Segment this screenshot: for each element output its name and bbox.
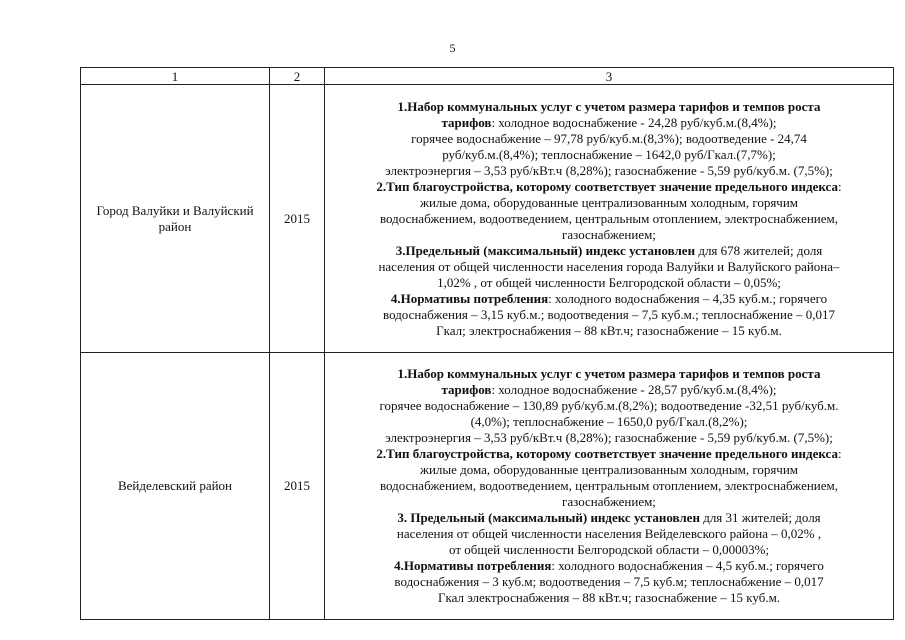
header-col-2: 2 — [270, 68, 325, 85]
detail-line — [329, 366, 889, 382]
detail-line — [329, 275, 889, 291]
detail-line — [329, 542, 889, 558]
detail-heading: 1.Набор коммунальных услуг с учетом размера тарифов и темпов роста — [397, 366, 821, 381]
detail-heading: 2.Тип благоустройства, которому соответствует значение предельного индекса — [376, 178, 838, 194]
detail-text: населения от общей численности населения города Валуйки и Валуйского района– — [378, 258, 840, 274]
detail-line — [329, 227, 889, 243]
detail-line — [329, 446, 889, 462]
detail-line — [329, 259, 889, 275]
year-cell: 2015 — [270, 353, 325, 620]
detail-heading: 3.Предельный (максимальный) индекс установлен — [395, 242, 696, 258]
region-cell: Вейделевский район — [81, 353, 270, 620]
details-cell — [325, 85, 894, 353]
detail-heading: тарифов — [441, 382, 492, 397]
header-col-3: 3 — [325, 68, 894, 85]
detail-heading: тарифов — [441, 114, 492, 130]
detail-text: 1,02% , от общей численности Белгородской области – 0,05%; — [437, 274, 781, 290]
detail-text: : — [837, 178, 842, 194]
detail-line — [329, 147, 889, 163]
detail-line — [329, 478, 889, 494]
detail-text: : холодного водоснабжения – 4,5 куб.м.; горячего — [551, 558, 824, 573]
detail-text: Гкал электроснабжения – 88 кВт.ч; газоснабжение – 15 куб.м. — [437, 590, 781, 605]
detail-text: для 31 жителей; доля — [699, 510, 821, 525]
detail-text: (4,0%); теплоснабжение – 1650,0 руб/Гкал.(8,2%); — [470, 414, 748, 429]
detail-line — [329, 398, 889, 414]
detail-heading: 1.Набор коммунальных услуг с учетом размера тарифов и темпов роста — [397, 98, 821, 114]
detail-heading: 4.Нормативы потребления — [394, 558, 552, 573]
detail-line — [329, 558, 889, 574]
detail-text: населения от общей численности населения Вейделевского района – 0,02% , — [396, 526, 822, 541]
detail-line — [329, 195, 889, 211]
detail-line — [329, 462, 889, 478]
detail-line — [329, 574, 889, 590]
detail-text: от общей численности Белгородской области – 0,00003%; — [448, 542, 770, 557]
detail-line — [329, 590, 889, 606]
detail-line — [329, 510, 889, 526]
detail-text: горячее водоснабжение – 97,78 руб/куб.м.(8,3%); водоотведение - 24,74 — [411, 130, 807, 146]
detail-text: электроэнергия – 3,53 руб/кВт.ч (8,28%); газоснабжение - 5,59 руб/куб.м. (7,5%); — [385, 430, 833, 445]
detail-text: : холодное водоснабжение - 24,28 руб/куб.м.(8,4%); — [491, 114, 777, 130]
year-cell: 2015 — [270, 85, 325, 353]
detail-line — [329, 115, 889, 131]
detail-line — [329, 430, 889, 446]
detail-text: водоснабжения – 3 куб.м; водоотведения – 7,5 куб.м; теплоснабжение – 0,017 — [394, 574, 824, 589]
detail-line — [329, 323, 889, 339]
detail-line — [329, 163, 889, 179]
detail-text: для 678 жителей; доля — [695, 242, 823, 258]
tariff-table — [80, 67, 894, 620]
detail-line — [329, 131, 889, 147]
detail-text: электроэнергия – 3,53 руб/кВт.ч (8,28%); газоснабжение - 5,59 руб/куб.м. (7,5%); — [385, 162, 833, 178]
detail-heading: 3. Предельный (максимальный) индекс установлен — [397, 510, 700, 525]
detail-heading: 2.Тип благоустройства, которому соответствует значение предельного индекса — [376, 446, 838, 461]
detail-text: : холодное водоснабжение - 28,57 руб/куб.м.(8,4%); — [491, 382, 777, 397]
details-cell — [325, 353, 894, 620]
header-col-1: 1 — [81, 68, 270, 85]
table-row — [81, 85, 894, 353]
detail-heading: 4.Нормативы потребления — [390, 290, 549, 306]
detail-line — [329, 307, 889, 323]
detail-line — [329, 99, 889, 115]
detail-text: жилые дома, оборудованные централизованным холодным, горячим — [419, 462, 799, 477]
detail-text: жилые дома, оборудованные централизованным холодным, горячим — [419, 194, 799, 210]
detail-text: водоснабжения – 3,15 куб.м.; водоотведения – 7,5 куб.м.; теплоснабжение – 0,017 — [383, 306, 835, 322]
detail-text: : — [837, 446, 842, 461]
detail-line — [329, 211, 889, 227]
table-header-row — [81, 68, 894, 85]
detail-text: горячее водоснабжение – 130,89 руб/куб.м.(8,2%); водоотведение -32,51 руб/куб.м. — [379, 398, 839, 413]
detail-text: газоснабжением; — [562, 494, 656, 509]
detail-line — [329, 494, 889, 510]
table-row — [81, 353, 894, 620]
page-number: 5 — [449, 41, 456, 55]
detail-line — [329, 243, 889, 259]
region-cell: Город Валуйки и Валуйский район — [81, 85, 270, 353]
detail-line — [329, 382, 889, 398]
detail-text: газоснабжением; — [562, 226, 656, 242]
detail-text: руб/куб.м.(8,4%); теплоснабжение – 1642,0 руб/Гкал.(7,7%); — [442, 146, 776, 162]
detail-text: водоснабжением, водоотведением, центральным отоплением, электроснабжением, — [379, 478, 839, 493]
detail-text: водоснабжением, водоотведением, центральным отоплением, электроснабжением, — [379, 210, 839, 226]
detail-text: : холодного водоснабжения – 4,35 куб.м.; горячего — [548, 290, 828, 306]
detail-line — [329, 526, 889, 542]
detail-text: Гкал; электроснабжения – 88 кВт.ч; газоснабжение – 15 куб.м. — [436, 322, 782, 338]
detail-line — [329, 291, 889, 307]
detail-line — [329, 414, 889, 430]
detail-line — [329, 179, 889, 195]
